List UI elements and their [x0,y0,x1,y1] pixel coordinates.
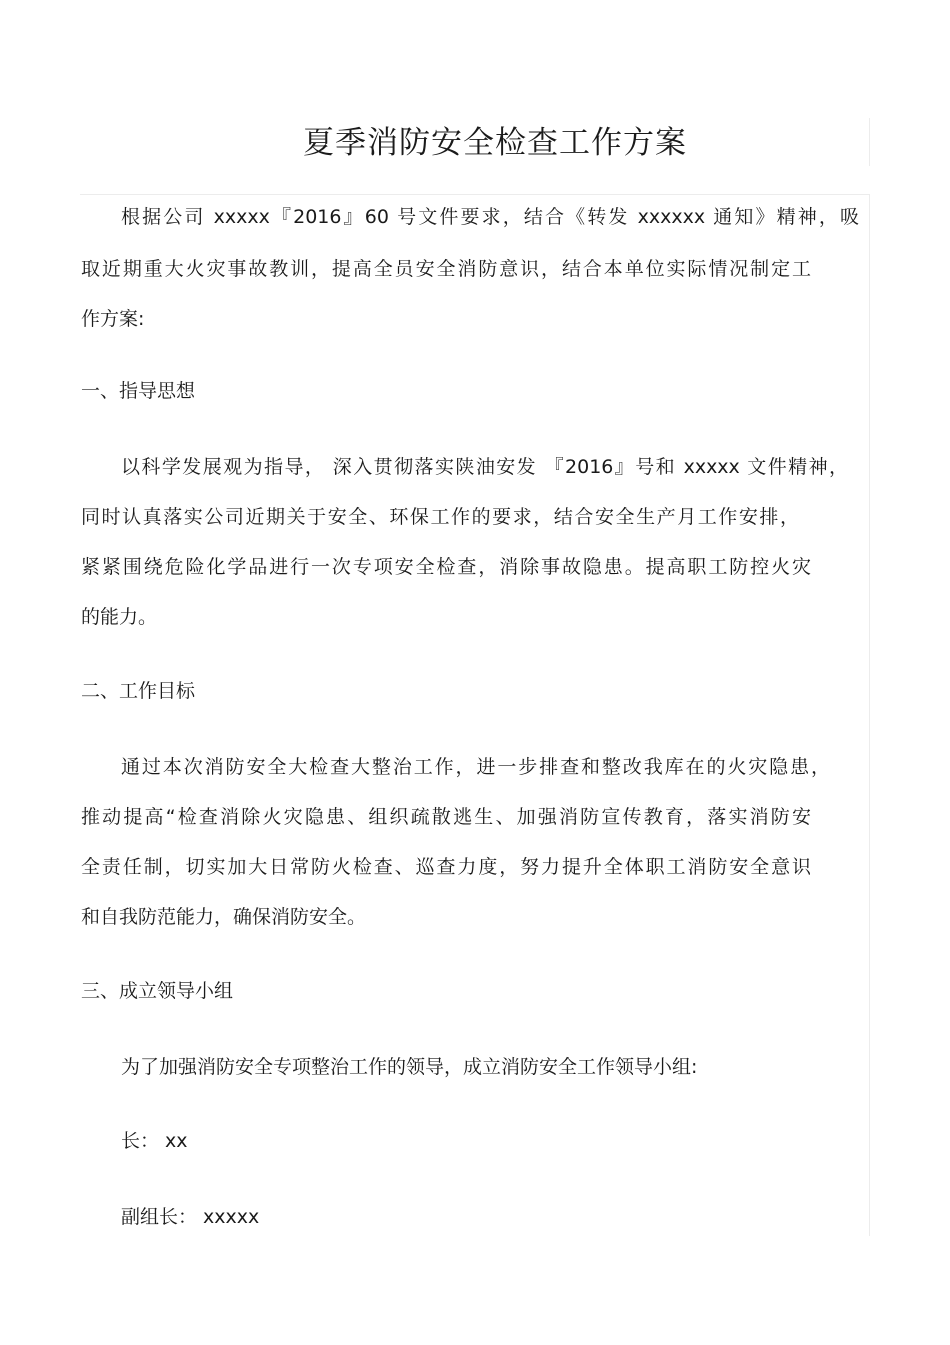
intro-line-1: 根据公司 xxxxx『2016』60 号文件要求，结合《转发 xxxxxx 通知》精神，吸 [121,206,859,228]
section1-line-4: 的能力。 [81,606,158,628]
section3-heading: 三、成立领导小组 [81,980,234,1002]
section1-line-3: 紧紧围绕危险化学品进行一次专项安全检查，消除事故隐患。提高职工防控火灾 [81,556,811,578]
page-border-top [80,194,870,195]
section1-heading: 一、指导思想 [81,380,196,402]
deputy-leader-line: 副组长： xxxxx [121,1206,260,1228]
page-border-right [869,194,870,1236]
section2-line-4: 和自我防范能力，确保消防安全。 [81,906,367,928]
document-title: 夏季消防安全检查工作方案 [303,125,687,161]
section2-line-2: 推动提高“检查消除火灾隐患、组织疏散逃生、加强消防宣传教育，落实消防安 [81,806,811,828]
section1-line-1: 以科学发展观为指导， 深入贯彻落实陕油安发 『2016』号和 xxxxx 文件精神， [121,456,848,478]
section2-line-1: 通过本次消防安全大检查大整治工作，进一步排查和整改我库在的火灾隐患， [121,756,830,778]
section1-line-2: 同时认真落实公司近期关于安全、环保工作的要求，结合安全生产月工作安排， [81,506,799,528]
section2-heading: 二、工作目标 [81,680,196,702]
intro-line-3: 作方案: [81,308,145,330]
leader-line: 长： xx [121,1130,188,1152]
intro-line-2: 取近期重大火灾事故教训，提高全员安全消防意识，结合本单位实际情况制定工 [81,258,811,280]
section2-line-3: 全责任制，切实加大日常防火检查、巡查力度，努力提升全体职工消防安全意识 [81,856,811,878]
section3-intro: 为了加强消防安全专项整治工作的领导，成立消防安全工作领导小组: [121,1056,698,1078]
